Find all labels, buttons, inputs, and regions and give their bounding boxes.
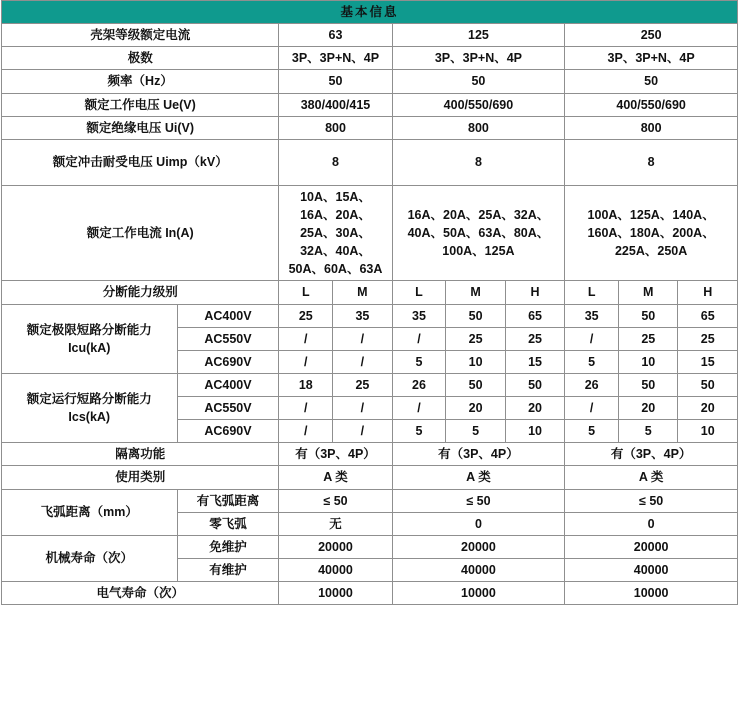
cell-breaking-class-250-h: H <box>678 281 738 304</box>
cell-icu-ac550v-250-l: / <box>565 327 619 350</box>
cell-ics-ac550v-63-l: / <box>279 397 333 420</box>
cell-icu-ac550v-250-h: 25 <box>678 327 738 350</box>
cell-mechanical-maint-63: 40000 <box>279 558 392 581</box>
specification-table <box>1 0 738 605</box>
cell-frequency-125: 50 <box>392 70 565 93</box>
cell-icu-ac690v-250-l: 5 <box>565 350 619 373</box>
cell-isolation-63: 有（3P、4P） <box>279 443 392 466</box>
cell-rated-current-250: 100A、125A、140A、160A、180A、200A、225A、250A <box>565 185 738 281</box>
cell-icu-ac550v-63-l: / <box>279 327 333 350</box>
cell-ics-ac690v-125-m: 5 <box>446 420 505 443</box>
row-label-utilization-category: 使用类别 <box>2 466 279 489</box>
cell-ics-ac550v-125-h: 20 <box>505 397 564 420</box>
cell-breaking-class-63-l: L <box>279 281 333 304</box>
cell-utilization-63: A 类 <box>279 466 392 489</box>
sub-label-icu-ac690v: AC690V <box>177 350 279 373</box>
cell-electrical-life-125: 10000 <box>392 582 565 605</box>
cell-icu-ac400v-125-m: 50 <box>446 304 505 327</box>
row-label-insulation-voltage: 额定绝缘电压 Ui(V) <box>2 116 279 139</box>
cell-icu-ac550v-125-m: 25 <box>446 327 505 350</box>
cell-ics-ac400v-125-h: 50 <box>505 373 564 396</box>
cell-breaking-class-125-m: M <box>446 281 505 304</box>
cell-ics-ac400v-125-l: 26 <box>392 373 446 396</box>
cell-mechanical-free-125: 20000 <box>392 535 565 558</box>
cell-icu-ac550v-250-m: 25 <box>619 327 678 350</box>
table-row <box>2 116 738 139</box>
cell-ics-ac400v-63-m: 25 <box>333 373 392 396</box>
cell-insulation-voltage-125: 800 <box>392 116 565 139</box>
cell-icu-ac400v-63-m: 35 <box>333 304 392 327</box>
cell-breaking-class-250-l: L <box>565 281 619 304</box>
row-label-rated-voltage: 额定工作电压 Ue(V) <box>2 93 279 116</box>
cell-poles-63: 3P、3P+N、4P <box>279 47 392 70</box>
row-label-ics: 额定运行短路分断能力 Ics(kA) <box>2 373 178 442</box>
cell-icu-ac690v-125-l: 5 <box>392 350 446 373</box>
row-label-isolation: 隔离功能 <box>2 443 279 466</box>
cell-icu-ac400v-125-h: 65 <box>505 304 564 327</box>
cell-rated-current-63: 10A、15A、16A、20A、25A、30A、32A、40A、50A、60A、63A <box>279 185 392 281</box>
cell-icu-ac690v-250-m: 10 <box>619 350 678 373</box>
sub-label-icu-ac400v: AC400V <box>177 304 279 327</box>
cell-ics-ac400v-250-l: 26 <box>565 373 619 396</box>
cell-icu-ac550v-125-l: / <box>392 327 446 350</box>
cell-rated-voltage-63: 380/400/415 <box>279 93 392 116</box>
cell-poles-250: 3P、3P+N、4P <box>565 47 738 70</box>
row-label-poles: 极数 <box>2 47 279 70</box>
cell-ics-ac550v-250-m: 20 <box>619 397 678 420</box>
cell-breaking-class-63-m: M <box>333 281 392 304</box>
sub-label-arc-zero: 零飞弧 <box>177 512 279 535</box>
cell-ics-ac690v-125-l: 5 <box>392 420 446 443</box>
row-label-frame-current: 壳架等级额定电流 <box>2 24 279 47</box>
cell-frame-current-250: 250 <box>565 24 738 47</box>
table-row <box>2 489 738 512</box>
row-label-icu: 额定极限短路分断能力 Icu(kA) <box>2 304 178 373</box>
cell-poles-125: 3P、3P+N、4P <box>392 47 565 70</box>
cell-icu-ac400v-125-l: 35 <box>392 304 446 327</box>
cell-icu-ac690v-63-l: / <box>279 350 333 373</box>
sub-label-with-maintenance: 有维护 <box>177 558 279 581</box>
table-row <box>2 582 738 605</box>
cell-frame-current-63: 63 <box>279 24 392 47</box>
cell-ics-ac550v-250-h: 20 <box>678 397 738 420</box>
cell-icu-ac690v-250-h: 15 <box>678 350 738 373</box>
table-row <box>2 24 738 47</box>
sub-label-ics-ac690v: AC690V <box>177 420 279 443</box>
cell-icu-ac550v-63-m: / <box>333 327 392 350</box>
cell-icu-ac400v-250-l: 35 <box>565 304 619 327</box>
table-title-row <box>2 1 738 24</box>
cell-arc-with-125: ≤ 50 <box>392 489 565 512</box>
cell-icu-ac690v-125-h: 15 <box>505 350 564 373</box>
cell-ics-ac550v-125-m: 20 <box>446 397 505 420</box>
cell-ics-ac550v-63-m: / <box>333 397 392 420</box>
cell-ics-ac690v-250-h: 10 <box>678 420 738 443</box>
table-row <box>2 373 738 396</box>
cell-frame-current-125: 125 <box>392 24 565 47</box>
row-label-rated-current-in: 额定工作电流 In(A) <box>2 185 279 281</box>
cell-ics-ac690v-125-h: 10 <box>505 420 564 443</box>
cell-icu-ac400v-63-l: 25 <box>279 304 333 327</box>
cell-ics-ac400v-250-h: 50 <box>678 373 738 396</box>
cell-ics-ac550v-125-l: / <box>392 397 446 420</box>
cell-arc-with-63: ≤ 50 <box>279 489 392 512</box>
row-label-electrical-life: 电气寿命（次） <box>2 582 279 605</box>
cell-insulation-voltage-63: 800 <box>279 116 392 139</box>
sub-label-ics-ac400v: AC400V <box>177 373 279 396</box>
cell-rated-voltage-125: 400/550/690 <box>392 93 565 116</box>
cell-ics-ac400v-250-m: 50 <box>619 373 678 396</box>
sub-label-arc-with: 有飞弧距离 <box>177 489 279 512</box>
row-label-mechanical-life: 机械寿命（次） <box>2 535 178 581</box>
sub-label-icu-ac550v: AC550V <box>177 327 279 350</box>
cell-electrical-life-63: 10000 <box>279 582 392 605</box>
cell-frequency-250: 50 <box>565 70 738 93</box>
cell-impulse-voltage-63: 8 <box>279 139 392 185</box>
cell-ics-ac550v-250-l: / <box>565 397 619 420</box>
row-label-breaking-class: 分断能力级别 <box>2 281 279 304</box>
cell-arc-with-250: ≤ 50 <box>565 489 738 512</box>
table-row <box>2 139 738 185</box>
table-row <box>2 281 738 304</box>
cell-rated-voltage-250: 400/550/690 <box>565 93 738 116</box>
cell-ics-ac400v-63-l: 18 <box>279 373 333 396</box>
table-row <box>2 47 738 70</box>
cell-isolation-125: 有（3P、4P） <box>392 443 565 466</box>
table-row <box>2 443 738 466</box>
cell-icu-ac550v-125-h: 25 <box>505 327 564 350</box>
cell-impulse-voltage-250: 8 <box>565 139 738 185</box>
table-row <box>2 185 738 281</box>
cell-breaking-class-250-m: M <box>619 281 678 304</box>
cell-arc-zero-250: 0 <box>565 512 738 535</box>
row-label-frequency: 频率（Hz） <box>2 70 279 93</box>
table-row <box>2 535 738 558</box>
cell-isolation-250: 有（3P、4P） <box>565 443 738 466</box>
table-row <box>2 93 738 116</box>
cell-electrical-life-250: 10000 <box>565 582 738 605</box>
cell-insulation-voltage-250: 800 <box>565 116 738 139</box>
row-label-impulse-voltage: 额定冲击耐受电压 Uimp（kV） <box>2 139 279 185</box>
cell-icu-ac690v-125-m: 10 <box>446 350 505 373</box>
cell-ics-ac690v-63-l: / <box>279 420 333 443</box>
page-title: 基本信息 <box>2 1 738 24</box>
cell-mechanical-free-63: 20000 <box>279 535 392 558</box>
cell-ics-ac690v-250-l: 5 <box>565 420 619 443</box>
cell-icu-ac400v-250-h: 65 <box>678 304 738 327</box>
cell-mechanical-maint-250: 40000 <box>565 558 738 581</box>
cell-utilization-250: A 类 <box>565 466 738 489</box>
cell-impulse-voltage-125: 8 <box>392 139 565 185</box>
cell-breaking-class-125-h: H <box>505 281 564 304</box>
cell-arc-zero-125: 0 <box>392 512 565 535</box>
cell-utilization-125: A 类 <box>392 466 565 489</box>
cell-arc-zero-63: 无 <box>279 512 392 535</box>
cell-mechanical-free-250: 20000 <box>565 535 738 558</box>
cell-icu-ac400v-250-m: 50 <box>619 304 678 327</box>
sub-label-ics-ac550v: AC550V <box>177 397 279 420</box>
cell-mechanical-maint-125: 40000 <box>392 558 565 581</box>
table-row <box>2 304 738 327</box>
table-row <box>2 466 738 489</box>
cell-frequency-63: 50 <box>279 70 392 93</box>
cell-icu-ac690v-63-m: / <box>333 350 392 373</box>
cell-ics-ac690v-63-m: / <box>333 420 392 443</box>
cell-breaking-class-125-l: L <box>392 281 446 304</box>
sub-label-maintenance-free: 免维护 <box>177 535 279 558</box>
row-label-arc-distance: 飞弧距离（mm） <box>2 489 178 535</box>
cell-ics-ac690v-250-m: 5 <box>619 420 678 443</box>
table-row <box>2 70 738 93</box>
cell-rated-current-125: 16A、20A、25A、32A、40A、50A、63A、80A、100A、125A <box>392 185 565 281</box>
cell-ics-ac400v-125-m: 50 <box>446 373 505 396</box>
